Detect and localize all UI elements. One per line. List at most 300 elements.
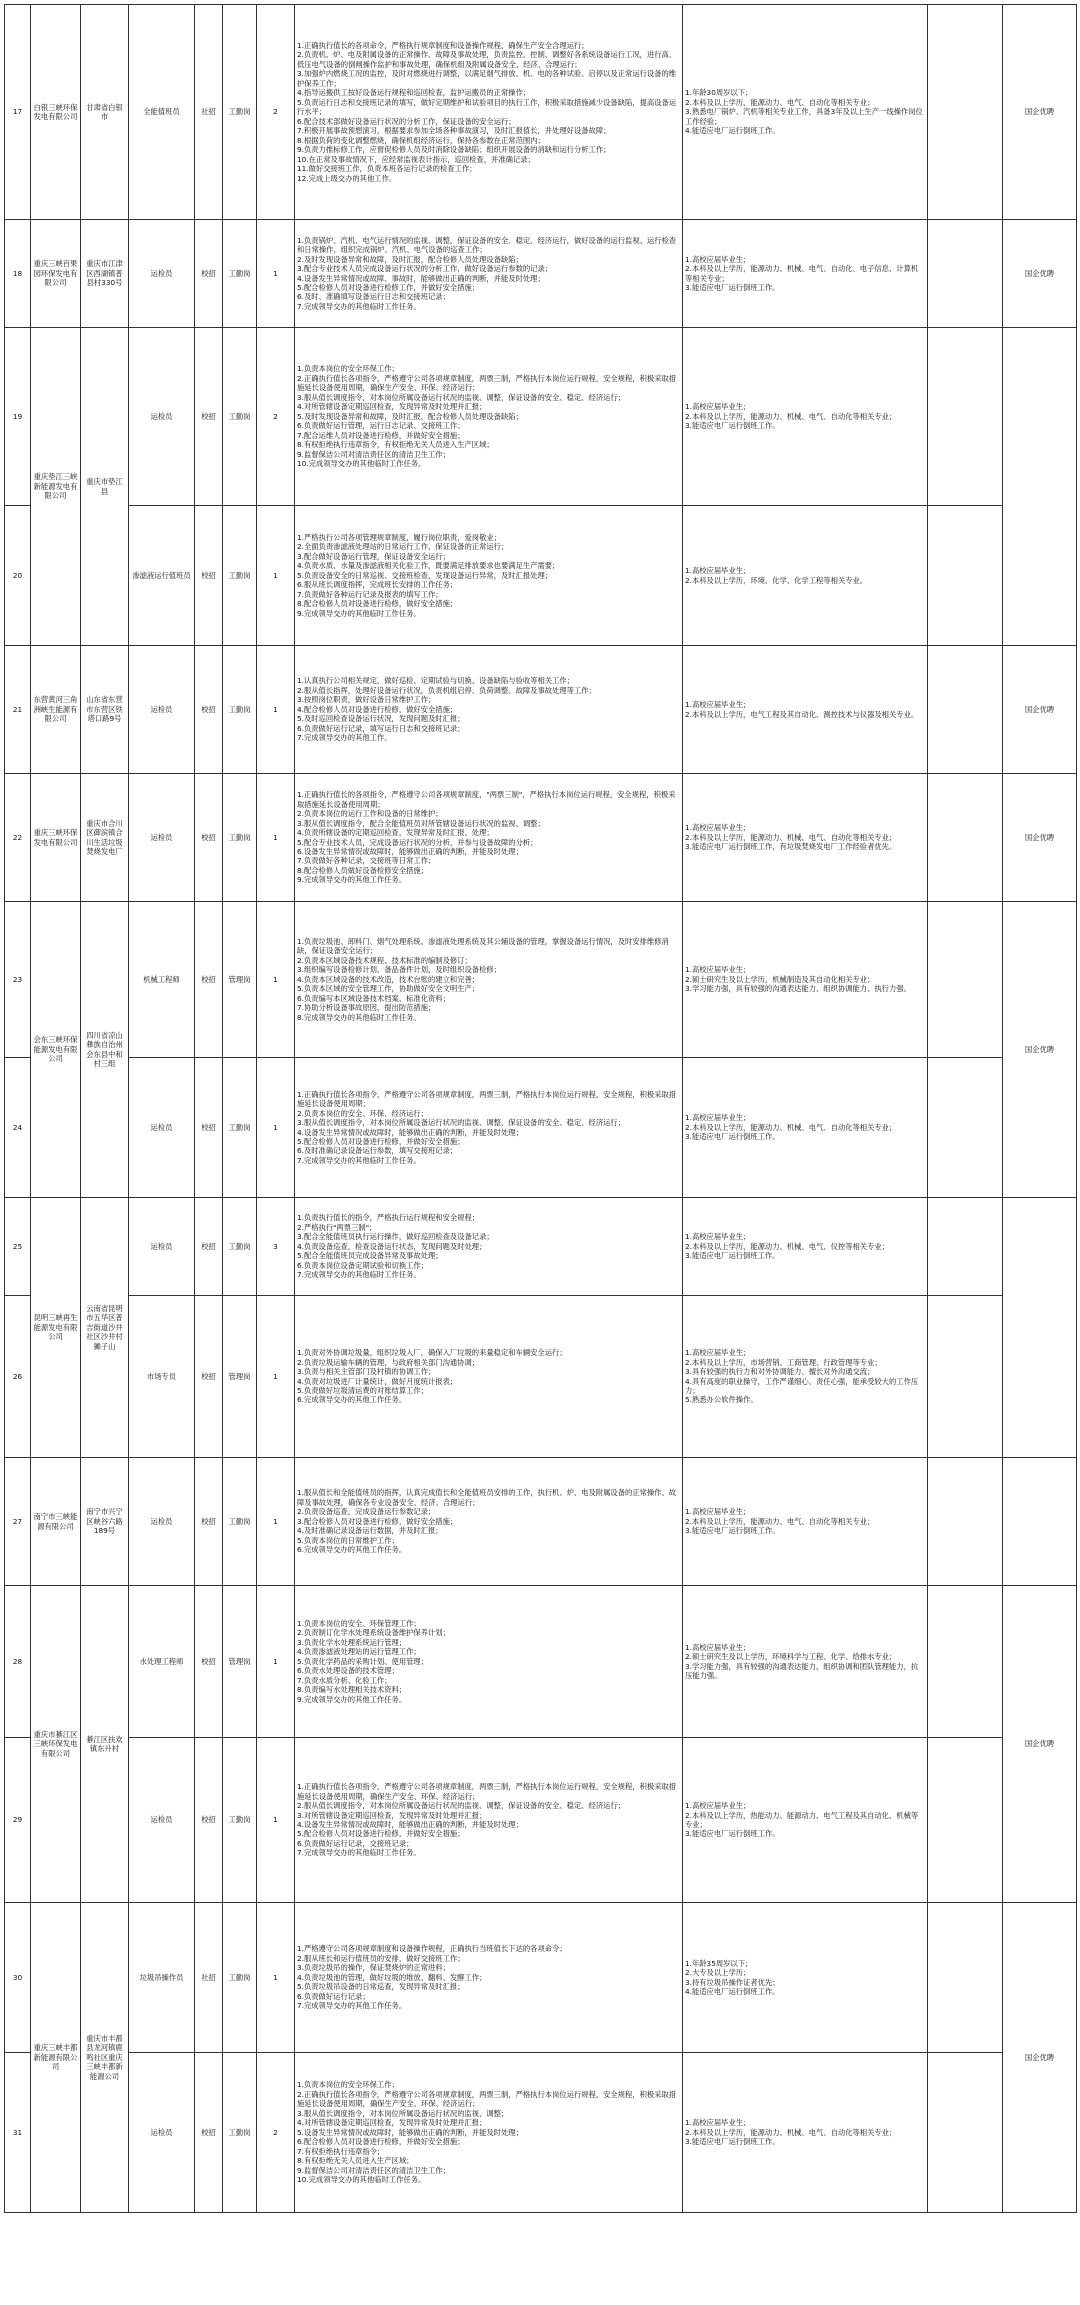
benefit-cell: 国企优聘 — [1003, 1586, 1077, 1903]
benefit-cell — [1003, 1458, 1077, 1586]
work-location: 四川省凉山彝族自治州会东县中和村三组 — [81, 902, 129, 1198]
duty-line: 2.负责本岗位的安全、环保、经济运行； — [297, 1108, 429, 1118]
hire-type: 社招 — [195, 5, 223, 220]
duty-cell — [295, 902, 683, 1058]
duty-line: 2.负责垃圾运输车辆的管理，与政府相关部门沟通协调； — [297, 1357, 480, 1367]
hire-type: 校招 — [195, 1198, 223, 1296]
duty-line: 9.监督保洁公司对清洁责任区的清洁卫生工作； — [297, 449, 450, 459]
duty-line: 1.认真执行公司相关规定，做好巡检、定期试验与切换、设备缺陷与验收等相关工作； — [297, 676, 574, 686]
requirement-line: 1.高校应届毕业生； — [685, 823, 751, 833]
duty-line: 6.负责做好运行记录，交接班记录； — [297, 1838, 414, 1848]
requirement-line: 3.能适应电厂运行倒班工作。 — [685, 282, 780, 292]
work-location: 重庆市垫江县 — [81, 328, 129, 646]
head-count: 1 — [257, 646, 295, 774]
hire-type: 校招 — [195, 646, 223, 774]
requirement-cell — [683, 1458, 928, 1586]
head-count: 1 — [257, 220, 295, 328]
empty-cell — [928, 5, 1003, 220]
empty-cell — [928, 1903, 1003, 2053]
duty-line: 8.负责编写水处理相关技术资料； — [297, 1685, 407, 1695]
duty-line: 5.及时巡回检查设备运行状况，发现问题及时汇报； — [297, 714, 465, 724]
requirement-cell — [683, 774, 928, 902]
duty-line: 12.完成上级交办的其他工作。 — [297, 173, 397, 183]
duty-cell — [295, 328, 683, 506]
duty-line: 3.服从值长调度指令，对本岗位所属设备运行状况的监视、调整，保证设备的安全、稳定、经济运行； — [297, 392, 626, 402]
duty-line: 3.配合做好设备运行管理，保证设备安全运行； — [297, 551, 450, 561]
hire-type: 校招 — [195, 902, 223, 1058]
row-number: 29 — [5, 1738, 31, 1903]
duty-line: 4.配合检修人员对设备进行检修，做好安全措施； — [297, 704, 458, 714]
company-name: 东营黄河三角洲峡生能源有限公司 — [31, 646, 81, 774]
requirement-line: 2.本科及以上学历，能源动力、机械、电气、自动化、电子信息、计算机等相关专业； — [685, 264, 919, 283]
duty-line: 9.负责力推标修工作，应督促检修人员及时消除设备缺陷；组织开展设备的消缺和运行分析工作； — [297, 145, 611, 155]
head-count: 2 — [257, 2053, 295, 2213]
duty-line: 10.完成领导交办的其他临时工作任务。 — [297, 2175, 426, 2185]
post-grade: 工勤岗 — [223, 506, 257, 646]
duty-line: 1.负责本岗位的安全环保工作； — [297, 2080, 399, 2090]
table-row — [5, 2053, 1077, 2213]
duty-line: 1.负责本岗位的安全环保工作； — [297, 364, 399, 374]
row-number: 27 — [5, 1458, 31, 1586]
job-table — [4, 4, 1077, 2213]
empty-cell — [928, 1198, 1003, 1296]
requirement-line: 3.能适应电厂运行倒班工作。 — [685, 421, 780, 431]
benefit-cell — [1003, 1198, 1077, 1458]
duty-cell — [295, 506, 683, 646]
head-count: 3 — [257, 1198, 295, 1296]
duty-line: 4.负责所辖设备的定期巡回检查，发现异常及时汇报、处理； — [297, 828, 494, 838]
duty-line: 1.正确执行值长各项指令，严格遵守公司各项规章制度，两票三制，严格执行本岗位运行规程，安全规程，积极采取措施延长设备使用周期，确保生产安全、环保、经济运行； — [297, 1782, 677, 1801]
duty-line: 1.负责执行值长的指令，严格执行运行规程和安全规程； — [297, 1213, 480, 1223]
hire-type: 校招 — [195, 1586, 223, 1738]
requirement-line: 2.硕士研究生及以上学历，环境科学与工程、化学、给排水专业； — [685, 1652, 897, 1662]
company-name: 白银三峡环保发电有限公司 — [31, 5, 81, 220]
duty-line: 3.配合检修人员对设备进行检修，做好安全措施； — [297, 1516, 458, 1526]
duty-line: 4.负责对垃圾进厂计量统计，做好月度统计报表； — [297, 1376, 458, 1386]
duty-line: 7.完成领导交办的其他临时工作任务。 — [297, 1270, 421, 1280]
post-name: 运检员 — [129, 646, 195, 774]
requirement-line: 2.本科及以上学历，能源动力、电气、自动化等相关专业； — [685, 97, 875, 107]
post-grade: 管理岗 — [223, 902, 257, 1058]
post-grade: 工勤岗 — [223, 1738, 257, 1903]
duty-line: 10.在正常及事故情况下，应经常监视表计指示，巡回检查，并准确记录； — [297, 154, 535, 164]
duty-line: 6.及时、准确填写设备运行日志和交接班记录； — [297, 292, 450, 302]
post-grade: 管理岗 — [223, 1586, 257, 1738]
benefit-cell: 国企优聘 — [1003, 774, 1077, 902]
benefit-cell: 国企优聘 — [1003, 1903, 1077, 2213]
empty-cell — [928, 902, 1003, 1058]
duty-line: 1.正确执行值长的各项指令，严格遵守公司各项规章制度，"两票三制"，严格执行本岗位运行规程，安全规程，积极采取措施延长设备使用周期； — [297, 790, 676, 809]
duty-line: 5.配合检修人员对设备进行检修，并做好安全措施； — [297, 1136, 465, 1146]
table-row — [5, 220, 1077, 328]
duty-cell — [295, 2053, 683, 2213]
company-name: 重庆市綦江区三峡环保发电有限公司 — [31, 1586, 81, 1903]
table-row — [5, 646, 1077, 774]
benefit-cell: 国企优聘 — [1003, 902, 1077, 1198]
duty-line: 5.负责运行日志和交接班记录的填写，做好定期维护和试验项目的执行工作，积极采取措施减少设备缺陷，提高设备运行水平； — [297, 97, 677, 117]
row-number: 22 — [5, 774, 31, 902]
duty-line: 7.完成领导交办的其他临时工作任务。 — [297, 1848, 421, 1858]
head-count: 1 — [257, 1738, 295, 1903]
work-location: 云南省昆明市五华区普吉街道沙井社区沙井村狮子山 — [81, 1198, 129, 1458]
post-grade: 工勤岗 — [223, 220, 257, 328]
requirement-line: 3.学习能力强，具有较强的沟通表达能力、组织协调能力、执行力强。 — [685, 984, 911, 994]
duty-line: 1.严格遵守公司各项规章制度和设备操作规程，正确执行当班值长下达的各项命令； — [297, 1944, 567, 1954]
duty-line: 7.积极开展事故预想演习，根据要求参加全场各种事故演习，及时汇报值长，并处理好设备故障； — [297, 126, 611, 136]
requirement-line: 1.高校应届毕业生； — [685, 1348, 751, 1358]
duty-line: 3.负责垃圾吊的操作，保证焚烧炉的正常进料； — [297, 1963, 450, 1973]
duty-line: 7.协助分析设备事故原因，提出防范措施； — [297, 1003, 436, 1013]
post-name: 运检员 — [129, 1458, 195, 1586]
row-number: 21 — [5, 646, 31, 774]
table-row — [5, 1058, 1077, 1198]
empty-cell — [928, 1058, 1003, 1198]
duty-line: 1.负责本岗位的安全、环保管理工作； — [297, 1618, 421, 1628]
table-row — [5, 902, 1077, 1058]
duty-line: 5.负责本区域的安全管理工作，协助做好安全文明生产； — [297, 984, 480, 994]
post-name: 渗滤液运行值班员 — [129, 506, 195, 646]
requirement-line: 3.能适应电厂运行倒班工作，有垃圾焚烧发电厂工作经验者优先。 — [685, 842, 897, 852]
requirement-line: 3.具有较强的执行力和对外协调能力、擅长对外沟通交流； — [685, 1367, 875, 1377]
empty-cell — [928, 2053, 1003, 2213]
duty-line: 4.设备发生异常情况或故障时，能够做出正确的判断，并能及时处理； — [297, 1127, 523, 1137]
post-name: 市场专员 — [129, 1296, 195, 1458]
requirement-line: 2.本科及以上学历，能源动力、机械、电气、自动化等相关专业； — [685, 832, 897, 842]
duty-cell — [295, 5, 683, 220]
requirement-cell — [683, 1586, 928, 1738]
requirement-cell — [683, 646, 928, 774]
requirement-line: 1.年龄30周岁以下； — [685, 88, 753, 98]
duty-line: 3.组织编写设备检修计划、备品备件计划，及时组织设备检修； — [297, 965, 501, 975]
company-name: 昆明三峡再生能源发电有限公司 — [31, 1198, 81, 1458]
work-location: 重庆市江津区西湖镇普县村330号 — [81, 220, 129, 328]
duty-cell — [295, 1198, 683, 1296]
requirement-line: 2.本科及以上学历，市场营销、工商管理、行政管理等专业； — [685, 1357, 882, 1367]
requirement-line: 1.高校应届毕业生； — [685, 402, 751, 412]
duty-cell — [295, 1738, 683, 1903]
head-count: 1 — [257, 506, 295, 646]
table-row — [5, 1738, 1077, 1903]
duty-line: 3.按照岗位职责，做好设备日常维护工作； — [297, 695, 436, 705]
duty-line: 1.正确执行值长的各项命令，严格执行规章制度和设备操作规程，确保生产安全合理运行； — [297, 40, 589, 50]
duty-line: 4.设备发生异常情况或故障时，能够做出正确的判断，并能及时处理； — [297, 1820, 523, 1829]
post-name: 水处理工程师 — [129, 1586, 195, 1738]
row-number: 25 — [5, 1198, 31, 1296]
post-grade: 工勤岗 — [223, 1903, 257, 2053]
duty-line: 2.严格执行"两票三制"； — [297, 1222, 377, 1232]
duty-line: 5.配合专业技术人员，完成设备运行状况的分析，并参与设备故障的分析； — [297, 837, 538, 847]
duty-line: 2.负责制订化学水处理系统设备维护保养计划； — [297, 1628, 450, 1638]
duty-line: 8.有权拒绝执行违章指令，有权拒绝无关人员进入生产区域； — [297, 440, 494, 450]
post-name: 全能值班员 — [129, 5, 195, 220]
duty-line: 7.完成领导交办的其他工作任务。 — [297, 2001, 407, 2011]
company-name: 重庆垫江三峡新能源发电有限公司 — [31, 328, 81, 646]
duty-line: 9.完成领导交办的其他工作任务。 — [297, 875, 407, 885]
duty-line: 4.负责本区域设备的技术改造，技术台账的建立和完善； — [297, 974, 480, 984]
requirement-line: 3.能适应电厂运行倒班工作。 — [685, 1829, 780, 1839]
table-row — [5, 506, 1077, 646]
head-count: 1 — [257, 774, 295, 902]
duty-line: 4.负责垃圾池的管理，做好垃圾的堆放、翻料、发酵工作； — [297, 1972, 487, 1982]
duty-cell — [295, 1296, 683, 1458]
post-name: 运检员 — [129, 774, 195, 902]
row-number: 31 — [5, 2053, 31, 2213]
post-grade: 工勤岗 — [223, 1458, 257, 1586]
duty-line: 5.负责本岗位的日常维护工作； — [297, 1535, 399, 1545]
duty-cell — [295, 1058, 683, 1198]
duty-line: 4.负责水质、水量及渗滤液相关化验工作，既要满足排放要求也要满足生产需要； — [297, 561, 560, 571]
requirement-cell — [683, 2053, 928, 2213]
duty-line: 3.负责化学水处理系统运行管理； — [297, 1637, 407, 1647]
duty-cell — [295, 1903, 683, 2053]
duty-line: 6.负责水处理设备的技术管理； — [297, 1666, 399, 1676]
duty-line: 1.服从值长和全能值班员的指挥，认真完成值长和全能值班员安排的工作，执行机、炉、电及附属设备的正常操作、故障及事故处理，确保各专业设备安全、经济、合理运行； — [297, 1488, 677, 1507]
duty-line: 6.服从班长调度指挥，完成班长安排的工作任务； — [297, 580, 458, 590]
duty-line: 1.负责垃圾池、卸料门、烟气处理系统、渗滤液处理系统及其公辅设备的管理，掌握设备运行情况，及时安排维修消缺，保证设备安全运行； — [297, 936, 669, 956]
requirement-cell — [683, 902, 928, 1058]
requirement-line: 3.能适应电厂运行倒班工作。 — [685, 1132, 780, 1142]
head-count: 1 — [257, 1586, 295, 1738]
benefit-cell — [1003, 328, 1077, 646]
table-row — [5, 1296, 1077, 1458]
work-location: 南宁市兴宁区峡谷六路189号 — [81, 1458, 129, 1586]
duty-line: 9.监督保洁公司对清洁责任区的清洁卫生工作； — [297, 2165, 450, 2175]
head-count: 1 — [257, 1058, 295, 1198]
head-count: 1 — [257, 902, 295, 1058]
duty-line: 3.服从值长调度指令，对本岗位所属设备运行状况的监视、调整，保证设备的安全、稳定、经济运行； — [297, 1118, 626, 1128]
duty-line: 1.正确执行值长各项指令，严格遵守公司各项规章制度，两票三制，严格执行本岗位运行规程，安全规程，积极采取措施延长设备使用周期； — [297, 1089, 677, 1109]
duty-line: 6.设备发生异常情况或故障时，能够做出正确的判断，并能及时处理； — [297, 846, 523, 856]
duty-line: 2.负责本岗位的运行工作和设备的日常维护； — [297, 809, 443, 819]
duty-line: 3.服从值长调度指令，对本岗位所属设备运行状况的监视、调整； — [297, 2108, 509, 2118]
empty-cell — [928, 646, 1003, 774]
requirement-line: 5.熟悉办公软件操作。 — [685, 1395, 758, 1405]
post-grade: 工勤岗 — [223, 1058, 257, 1198]
duty-line: 4.负责设备巡查，检查设备运行状态，发现问题及时处理； — [297, 1241, 487, 1251]
hire-type: 社招 — [195, 1903, 223, 2053]
post-grade: 工勤岗 — [223, 328, 257, 506]
requirement-line: 2.本科及以上学历，能源动力、机械、电气、自动化等相关专业； — [685, 2127, 897, 2137]
company-name: 会东三峡环保能源发电有限公司 — [31, 902, 81, 1198]
duty-line: 6.配合技术部做好设备运行状况的分析工作，保证设备的安全运行； — [297, 116, 516, 126]
post-name: 运检员 — [129, 1198, 195, 1296]
head-count: 1 — [257, 1458, 295, 1586]
duty-line: 1.严格执行公司各项管理规章制度，履行岗位职责，爱岗敬业； — [297, 532, 501, 542]
post-grade: 管理岗 — [223, 1296, 257, 1458]
requirement-line: 3.熟悉电厂锅炉、汽机等相关专业工作，具备3年及以上生产一线操作岗位工作经验； — [685, 107, 923, 126]
duty-line: 8.配合检修人员做好设备检修安全措施； — [297, 865, 429, 875]
duty-line: 6.完成领导交办的其他工作任务。 — [297, 1545, 407, 1555]
empty-cell — [928, 1296, 1003, 1458]
duty-line: 7.负责做好各种记录，交接班等日常工作； — [297, 856, 436, 866]
post-grade: 工勤岗 — [223, 1198, 257, 1296]
duty-line: 7.完成领导交办的其他工作。 — [297, 733, 392, 743]
row-number: 23 — [5, 902, 31, 1058]
duty-line: 8.配合检修人员对设备进行检修，做好安全措施； — [297, 599, 458, 609]
row-number: 20 — [5, 506, 31, 646]
duty-line: 7.负责做好各种运行记录及报表的填写工作； — [297, 589, 443, 599]
work-location: 重庆市合川区御滨镇合川生活垃圾焚烧发电厂 — [81, 774, 129, 902]
duty-line: 6.及时准确记录设备运行参数，填写交接班记录； — [297, 1146, 458, 1156]
empty-cell — [928, 1586, 1003, 1738]
duty-line: 2.及时发现设备异常和故障，及时汇报，配合检修人员处理设备缺陷； — [297, 254, 523, 264]
row-number: 28 — [5, 1586, 31, 1738]
requirement-line: 2.本科及以上学历，热能动力、能源动力、电气工程及其自动化、机械等专业； — [685, 1810, 919, 1829]
duty-line: 5.负责垃圾吊设备的日常巡查，发现异常及时汇报； — [297, 1982, 465, 1992]
duty-line: 5.负责做好垃圾清运费的对账结算工作； — [297, 1385, 429, 1395]
duty-line: 6.负责做好运行记录，填写运行日志和交接班记录； — [297, 723, 465, 733]
benefit-cell: 国企优聘 — [1003, 5, 1077, 220]
company-name: 重庆三峡百果园环保发电有限公司 — [31, 220, 81, 328]
duty-line: 2.服从值长指挥，处理好设备运行状况，负责机组启停、负荷调整、故障及事故处理等工作； — [297, 685, 596, 695]
duty-cell — [295, 774, 683, 902]
duty-cell — [295, 1586, 683, 1738]
requirement-line: 2.本科及以上学历，能源动力、机械、电气、仪控等相关专业； — [685, 1241, 889, 1251]
duty-line: 4.负责渗滤液处理站的运行管理工作； — [297, 1647, 421, 1657]
duty-line: 2.服从值长调度指令，对本岗位所属设备运行状况的监视、调整，保证设备的安全、稳定、经济运行； — [297, 1801, 626, 1811]
duty-line: 6.完成领导交办的其他工作任务。 — [297, 1395, 407, 1405]
empty-cell — [928, 220, 1003, 328]
hire-type: 校招 — [195, 220, 223, 328]
table-row — [5, 1586, 1077, 1738]
table-row — [5, 1458, 1077, 1586]
requirement-line: 2.本科及以上学历，能源动力、机械、电气、自动化等相关专业； — [685, 411, 897, 421]
duty-line: 1.负责对外协调垃圾量，组织垃圾入厂，确保入厂垃圾的来量稳定和车辆安全运行； — [297, 1348, 567, 1358]
requirement-line: 4.具有高度的职业操守，工作严谨细心、责任心强，能承受较大的工作压力； — [685, 1376, 919, 1395]
requirement-line: 2.本科及以上学历，环境、化学、化学工程等相关专业。 — [685, 575, 868, 585]
empty-cell — [928, 328, 1003, 506]
duty-line: 1.负责锅炉、汽机、电气运行情况的监视、调整，保证设备的安全、稳定、经济运行，做好设备的运行监视、运行检查和日常操作，组织完成锅炉、汽机、电气设备的巡查工作； — [297, 235, 677, 255]
post-name: 机械工程师 — [129, 902, 195, 1058]
duty-line: 2.负责本区域设备技术规程、技术标准的编制及修订； — [297, 955, 472, 965]
empty-cell — [928, 1738, 1003, 1903]
row-number: 30 — [5, 1903, 31, 2053]
table-row — [5, 1198, 1077, 1296]
duty-line: 2.负责机、炉、电及附属设备的正常操作、故障及事故处理，负责监控、控制、调整好各系统设备运行工况，进行高、低压电气设备的倒闸操作监护和事故处理，确保机组及附属设备安全、经济、合理运行； — [297, 50, 677, 69]
requirement-line: 1.高校应届毕业生； — [685, 1232, 751, 1242]
post-name: 垃圾吊操作员 — [129, 1903, 195, 2053]
hire-type: 校招 — [195, 506, 223, 646]
duty-cell — [295, 220, 683, 328]
work-location: 重庆市丰都县龙河镇鹿鸣社区重庆三峡丰都新能源公司 — [81, 1903, 129, 2213]
row-number: 26 — [5, 1296, 31, 1458]
benefit-cell: 国企优聘 — [1003, 220, 1077, 328]
requirement-cell — [683, 1738, 928, 1903]
duty-line: 7.完成领导交办的其他临时工作任务。 — [297, 1155, 421, 1165]
post-grade: 工勤岗 — [223, 646, 257, 774]
empty-cell — [928, 774, 1003, 902]
post-name: 运检员 — [129, 220, 195, 328]
empty-cell — [928, 1458, 1003, 1586]
post-name: 运检员 — [129, 328, 195, 506]
requirement-cell — [683, 5, 928, 220]
duty-line: 7.负责水质分析、化验工作； — [297, 1675, 392, 1685]
duty-line: 4.及时准确记录设备运行数据，并及时汇报； — [297, 1526, 443, 1536]
duty-line: 9.完成领导交办的其他临时工作任务。 — [297, 608, 421, 618]
requirement-cell — [683, 1198, 928, 1296]
work-location: 山东省东营市东营区铁塔口路9号 — [81, 646, 129, 774]
duty-line: 5.配合全能值班员完成设备异常及事故处理； — [297, 1251, 443, 1261]
duty-line: 2.正确执行值长各项指令，严格遵守公司各项规章制度，两票三制，严格执行本岗位运行规程，安全规程，积极采取措施延长设备使用周期，确保生产安全、环保、经济运行； — [297, 373, 677, 393]
requirement-line: 1.高校应届毕业生； — [685, 254, 751, 264]
duty-line: 3.配合全能值班员执行运行操作，做好巡回检查及设备记录； — [297, 1232, 494, 1242]
hire-type: 校招 — [195, 774, 223, 902]
duty-line: 4.指导运搬供工按好设备运行规程和巡回检查，监护运搬员的正常操作； — [297, 88, 531, 98]
table-row — [5, 5, 1077, 220]
requirement-line: 1.高校应届毕业生； — [685, 1113, 751, 1123]
table-row — [5, 1903, 1077, 2053]
empty-cell — [928, 506, 1003, 646]
table-row — [5, 774, 1077, 902]
row-number: 17 — [5, 5, 31, 220]
duty-line: 7.完成领导交办的其他临时工作任务。 — [297, 301, 421, 311]
duty-line: 5.及时发现设备异常和故障，及时汇报，配合检修人员处理设备缺陷； — [297, 411, 523, 421]
head-count: 1 — [257, 1296, 295, 1458]
hire-type: 校招 — [195, 1738, 223, 1903]
requirement-cell — [683, 1903, 928, 2053]
requirement-line: 3.能适应电厂运行倒班工作。 — [685, 2137, 780, 2147]
duty-cell — [295, 1458, 683, 1586]
duty-line: 3.配合专业技术人员完成设备运行状况的分析工作，做好设备运行参数的记录； — [297, 264, 553, 274]
hire-type: 校招 — [195, 1458, 223, 1586]
duty-line: 6.负责编写本区域设备技术档案、标准化资料； — [297, 993, 450, 1003]
head-count: 1 — [257, 1903, 295, 2053]
duty-line: 8.有权拒绝无关人员进入生产区域； — [297, 2156, 414, 2166]
duty-line: 3.加强炉内燃烧工况的监控，及时对燃烧进行调整，以满足烟气排放、机、电的各种试验、启停以及正常运行设备的维护保养工作； — [297, 69, 677, 88]
requirement-line: 3.能适应电厂运行倒班工作。 — [685, 1251, 780, 1261]
requirement-line: 1.高校应届毕业生； — [685, 965, 751, 975]
requirement-line: 2.本科及以上学历，能源动力、电气、自动化等相关专业； — [685, 1516, 875, 1526]
duty-line: 2.服从班长和运行值班员的安排，做好交接班工作； — [297, 1953, 465, 1963]
company-name: 重庆三峡环保发电有限公司 — [31, 774, 81, 902]
post-grade: 工勤岗 — [223, 2053, 257, 2213]
duty-line: 6.负责本岗位设备定期试验和切换工作； — [297, 1260, 429, 1270]
post-grade: 工勤岗 — [223, 774, 257, 902]
hire-type: 校招 — [195, 328, 223, 506]
hire-type: 校招 — [195, 2053, 223, 2213]
head-count: 2 — [257, 5, 295, 220]
requirement-line: 1.年龄35周岁以下； — [685, 1958, 753, 1968]
duty-line: 9.完成领导交办的其他工作任务。 — [297, 1694, 407, 1704]
duty-line: 5.配合检修人员对设备进行检修，并做好安全措施； — [297, 1829, 465, 1839]
duty-line: 8.完成领导交办的其他临时工作任务。 — [297, 1012, 421, 1022]
duty-line: 2.正确执行值长各项指令，严格遵守公司各项规章制度，两票三制，严格执行本岗位运行规程，安全规程，积极采取措施延长设备使用周期，确保生产安全、环保、经济运行； — [297, 2089, 677, 2109]
duty-line: 5.配合检修人员对设备进行检修工作，并做好安全措施； — [297, 282, 480, 292]
duty-line: 4.设备发生异常情况或故障、事故时，能够做出正确的判断，并能及时处理； — [297, 273, 545, 283]
requirement-line: 1.高校应届毕业生； — [685, 1801, 751, 1811]
requirement-line: 2.大专及以上学历； — [685, 1968, 751, 1978]
duty-cell — [295, 646, 683, 774]
post-grade: 工勤岗 — [223, 5, 257, 220]
requirement-cell — [683, 220, 928, 328]
requirement-cell — [683, 1296, 928, 1458]
requirement-cell — [683, 328, 928, 506]
duty-line: 5.设备发生异常情况或故障时，能够做出正确的判断，并能及时处理； — [297, 2127, 523, 2137]
requirement-line: 3.能适应电厂运行倒班工作。 — [685, 1526, 780, 1536]
requirement-cell — [683, 506, 928, 646]
duty-line: 3.负责与相关主管部门及村镇的协调工作； — [297, 1367, 436, 1377]
duty-line: 6.负责做好运行管理，运行日志记录、交接班工作； — [297, 421, 465, 431]
post-name: 运检员 — [129, 1738, 195, 1903]
requirement-cell — [683, 1058, 928, 1198]
requirement-line: 3.学习能力强，具有较强的沟通表达能力，组织协调和团队管理能力，抗压能力强。 — [685, 1661, 919, 1680]
table-row — [5, 328, 1077, 506]
duty-line: 11.做好交接班工作，负责本班各运行记录的检查工作； — [297, 164, 477, 174]
duty-line: 8.根据负荷的变化调整燃烧，确保机组经济运行，保持各参数在正常范围内； — [297, 135, 545, 145]
post-name: 运检员 — [129, 1058, 195, 1198]
duty-line: 7.有权拒绝执行违章指令； — [297, 2146, 385, 2156]
duty-line: 5.负责设备安全的日常巡视、交接班检查，发现设备运行异常，及时汇报处理； — [297, 570, 553, 580]
